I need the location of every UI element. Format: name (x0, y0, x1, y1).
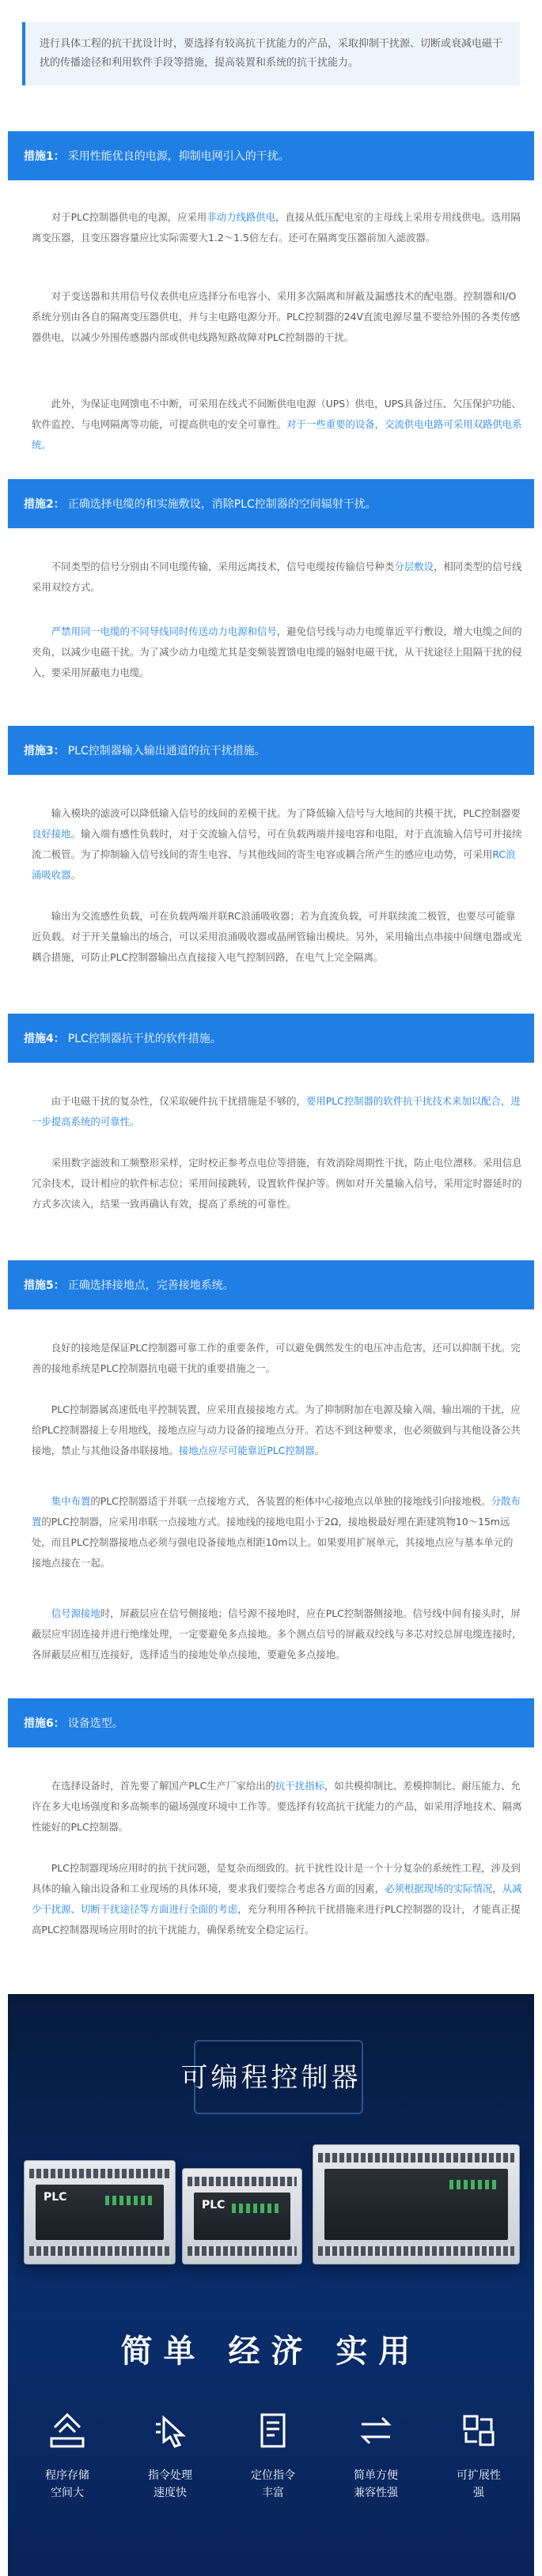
article-page (0, 22, 542, 2576)
section-2-para-1: 不同类型的信号分别由不同电缆传输，采用远离技术，信号电缆按传输信号种类分层敷设，相同类型的信号线采用双绞方式。 (32, 561, 522, 594)
expand-icon (453, 2405, 504, 2456)
feature-storage (24, 2405, 111, 2502)
section-6-para-2: PLC控制器现场应用时的抗干扰问题，是复杂而细致的。抗干扰性设计是一个十分复杂的系统性工程，涉及到具体的输入输出设备和工业现场的具体环境，要求我们要综合考虑各方面的因素，必须根据现场的实际情况，从减少干扰源、切断干扰途径等方面进行全面的考虑，充分利用各种抗干扰措施来进行PLC控制器的设计，才能真正提高PLC控制器现场应用时的抗干扰能力，确保系统安全稳定运行。 (32, 1862, 522, 1936)
section-3-label: 措施3： (24, 745, 65, 757)
feature-storage-text: 程序存储 空间大 (45, 2469, 89, 2499)
section-2-para-2: 严禁用同一电缆的不同导线同时传送动力电源和信号，避免信号线与动力电缆靠近平行敷设，增大电缆之间的夹角，以减少电磁干扰。为了减少动力电缆尤其是变频装置馈电电缆的辐射电磁干扰，从干扰途径上阻隔干扰的侵入，要采用屏蔽电力电缆。 (32, 625, 522, 679)
section-1-para-1: 对于PLC控制器供电的电源，应采用非动力线路供电，直接从低压配电室的主母线上采用专用线供电。选用隔离变压器，且变压器容量应比实际需要大1.2～1.5倍左右。还可在隔离变压器前加入滤波器。 (32, 211, 521, 244)
section-4-label: 措施4： (24, 1033, 65, 1045)
section-5-para-1: 良好的接地是保证PLC控制器可靠工作的重要条件，可以避免偶然发生的电压冲击危害，还可以抑制干扰。完善的接地系统是PLC控制器抗电磁干扰的重要措施之一。 (32, 1342, 521, 1375)
link-distributed-layout[interactable]: 分散布置 (32, 1495, 521, 1528)
link-signal-source-ground[interactable]: 信号源接地 (51, 1607, 100, 1620)
section-5-title: 正确选择接地点，完善接地系统。 (67, 1279, 234, 1292)
plc-unit-1-brand: PLC (44, 2191, 67, 2204)
document-icon (248, 2405, 298, 2456)
feature-expandability (435, 2405, 522, 2502)
section-3-banner (8, 726, 534, 775)
section-5-label: 措施5： (24, 1279, 65, 1292)
link-centralized-layout[interactable]: 集中布置 (51, 1495, 91, 1508)
feature-expandability-text: 可扩展性 强 (457, 2469, 501, 2499)
section-5-para-2: PLC控制器属高速低电平控制装置，应采用直接接地方式。为了抑制附加在电源及输入端、输出端的干扰，应给PLC控制器接上专用地线，接地点应与动力设备的接地点分开。若达不到这种要求，也必须做到与其他设备公共接地，禁止与其他设备串联接地。接地点应尽可能靠近PLC控制器。 (32, 1403, 521, 1457)
feature-compatibility-text: 简单方便 兼容性强 (354, 2469, 398, 2499)
link-software-anti-interference[interactable]: 要用PLC控制器的软件抗干扰技术来加以配合，进一步提高系统的可靠性。 (32, 1095, 521, 1128)
section-2-banner (8, 479, 534, 528)
feature-positioning-text: 定位指令 丰富 (251, 2469, 295, 2499)
section-5-banner (8, 1260, 534, 1309)
storage-icon (42, 2405, 93, 2456)
plc-unit-2 (182, 2168, 302, 2264)
section-6-para-1: 在选择设备时，首先要了解国产PLC生产厂家给出的抗干扰指标，如共模抑制比、差模抑制比、耐压能力、允许在多大电场强度和多高频率的磁场强度环境中工作等。要选择有较高抗干扰能力的产品，如采用浮地技术、隔离性能好的PLC控制器。 (32, 1780, 522, 1834)
feature-speed-text: 指令处理 速度快 (148, 2469, 192, 2499)
intro-box (22, 22, 520, 85)
link-grounding-near-plc[interactable]: 接地点应尽可能靠近PLC控制器 (178, 1445, 315, 1457)
section-1-para-2: 对于变送器和共用信号仪表供电应选择分布电容小、采用多次隔离和屏蔽及漏感技术的配电器。控制器和I/O系统分别由各自的隔离变压器供电，并与主电路电源分开。PLC控制器的24V直流电源尽量不要给外围的各类传感器供电，以减少外围传感器内部或供电线路短路故障对PLC控制器的干扰。 (32, 290, 521, 344)
section-6-label: 措施6： (24, 1717, 65, 1730)
link-no-same-cable[interactable]: 严禁用同一电缆的不同导线同时传送动力电源和信号 (51, 625, 277, 638)
link-rc-absorber[interactable]: RC浪涌吸收器 (32, 848, 516, 882)
plc-unit-3 (313, 2144, 520, 2264)
link-anti-interference-index[interactable]: 抗干扰指标 (275, 1780, 324, 1792)
section-5-para-4: 信号源接地时，屏蔽层应在信号侧接地；信号源不接地时，应在PLC控制器侧接地。信号线中间有接头时，屏蔽层应牢固连接并进行绝缘处理，一定要避免多点接地。多个测点信号的屏蔽双绞线与多芯对绞总屏电缆连接时，各屏蔽层应相互连接好，选择适当的接地处单点接地，要避免多点接地。 (32, 1607, 522, 1661)
cursor-icon (145, 2405, 195, 2456)
section-4-para-1: 由于电磁干扰的复杂性，仅采取硬件抗干扰措施是不够的，要用PLC控制器的软件抗干扰技术来加以配合，进一步提高系统的可靠性。 (32, 1095, 521, 1128)
section-1-title: 采用性能优良的电源，抑制电网引入的干扰。 (67, 150, 290, 163)
feature-speed (127, 2405, 214, 2502)
section-6-title: 设备选型。 (67, 1717, 123, 1730)
product-banner (8, 1994, 534, 2576)
swap-icon (351, 2405, 401, 2456)
section-2-title: 正确选择电缆的和实施敷设，消除PLC控制器的空间辐射干扰。 (67, 498, 377, 511)
section-3-title: PLC控制器输入输出通道的抗干扰措施。 (67, 745, 266, 757)
section-4-banner (8, 1014, 534, 1063)
link-non-power-line[interactable]: 非动力线路供电 (207, 211, 276, 224)
section-3-para-1: 输入模块的滤波可以降低输入信号的线间的差模干扰。为了降低输入信号与大地间的共模干扰，PLC控制器要良好接地。输入端有感性负载时，对于交流输入信号，可在负载两端并接电容和电阻，对于直流输入信号可并接续流二极管。为了抑制输入信号线间的寄生电容、与其他线间的寄生电容或耦合所产生的感应电动势，可采用RC浪涌吸收器。 (32, 807, 522, 882)
section-1-banner (8, 131, 534, 180)
section-1-para-3: 此外，为保证电网馈电不中断，可采用在线式不间断供电电源（UPS）供电，UPS具备过压、欠压保护功能、软件监控、与电网隔离等功能，可提高供电的安全可靠性。对于一些重要的设备，交流供电电路可采用双路供电系统。 (32, 398, 522, 451)
intro-text: 进行具体工程的抗干扰设计时，要选择有较高抗干扰能力的产品，采取抑制干扰源、切断或衰减电磁干扰的传播途径和利用软件手段等措施，提高装置和系统的抗干扰能力。 (40, 38, 503, 69)
section-4-para-2: 采用数字滤波和工频整形采样，定时校正参考点电位等措施，有效消除周期性干扰，防止电位漂移。采用信息冗余技术，设计相应的软件标志位；采用间接跳转，设置软件保护等。例如对开关量输入信号，采用定时器延时的方式多次读入，结果一致再确认有效，提高了系统的可靠性。 (32, 1157, 522, 1211)
section-6-banner (8, 1698, 534, 1747)
link-good-grounding[interactable]: 良好接地 (32, 828, 71, 840)
product-title: 可编程控制器 (180, 2062, 362, 2094)
section-2-label: 措施2： (24, 498, 65, 511)
section-5-para-3: 集中布置的PLC控制器适于并联一点接地方式，各装置的柜体中心接地点以单独的接地线引向接地极。分散布置的PLC控制器，应采用串联一点接地方式。接地线的接地电阻小于2Ω，接地极最好埋在距建筑物10～15m远处，而且PLC控制器接地点必须与强电设备接地点相距10m以上。如果要用扩展单元，其接地点应与基本单元的接地点接在一起。 (32, 1495, 521, 1569)
section-4-title: PLC控制器抗干扰的软件措施。 (67, 1033, 222, 1045)
plc-unit-2-brand: PLC (202, 2199, 226, 2212)
plc-unit-1 (24, 2160, 176, 2264)
section-3-para-2: 输出为交流感性负载，可在负载两端并联RC浪涌吸收器；若为直流负载，可并联续流二极管，也要尽可能靠近负载。对于开关量输出的场合，可以采用浪涌吸收器或晶闸管输出模块。另外，采用输出点串接中间继电器或光耦合措施，可防止PLC控制器输出点直接接入电气控制回路，在电气上完全隔离。 (32, 910, 522, 964)
link-dual-power[interactable]: 对于一些重要的设备，交流供电电路可采用双路供电系统。 (32, 418, 522, 451)
section-1-label: 措施1： (24, 150, 65, 163)
link-on-site-consideration[interactable]: 必须根据现场的实际情况，从减少干扰源、切断干扰途径等方面进行全面的考虑 (32, 1883, 522, 1916)
link-layered-laying[interactable]: 分层敷设 (394, 561, 434, 573)
feature-compatibility (332, 2405, 419, 2502)
product-slogan: 简单 经济 实用 (120, 2333, 422, 2370)
feature-positioning (229, 2405, 316, 2502)
